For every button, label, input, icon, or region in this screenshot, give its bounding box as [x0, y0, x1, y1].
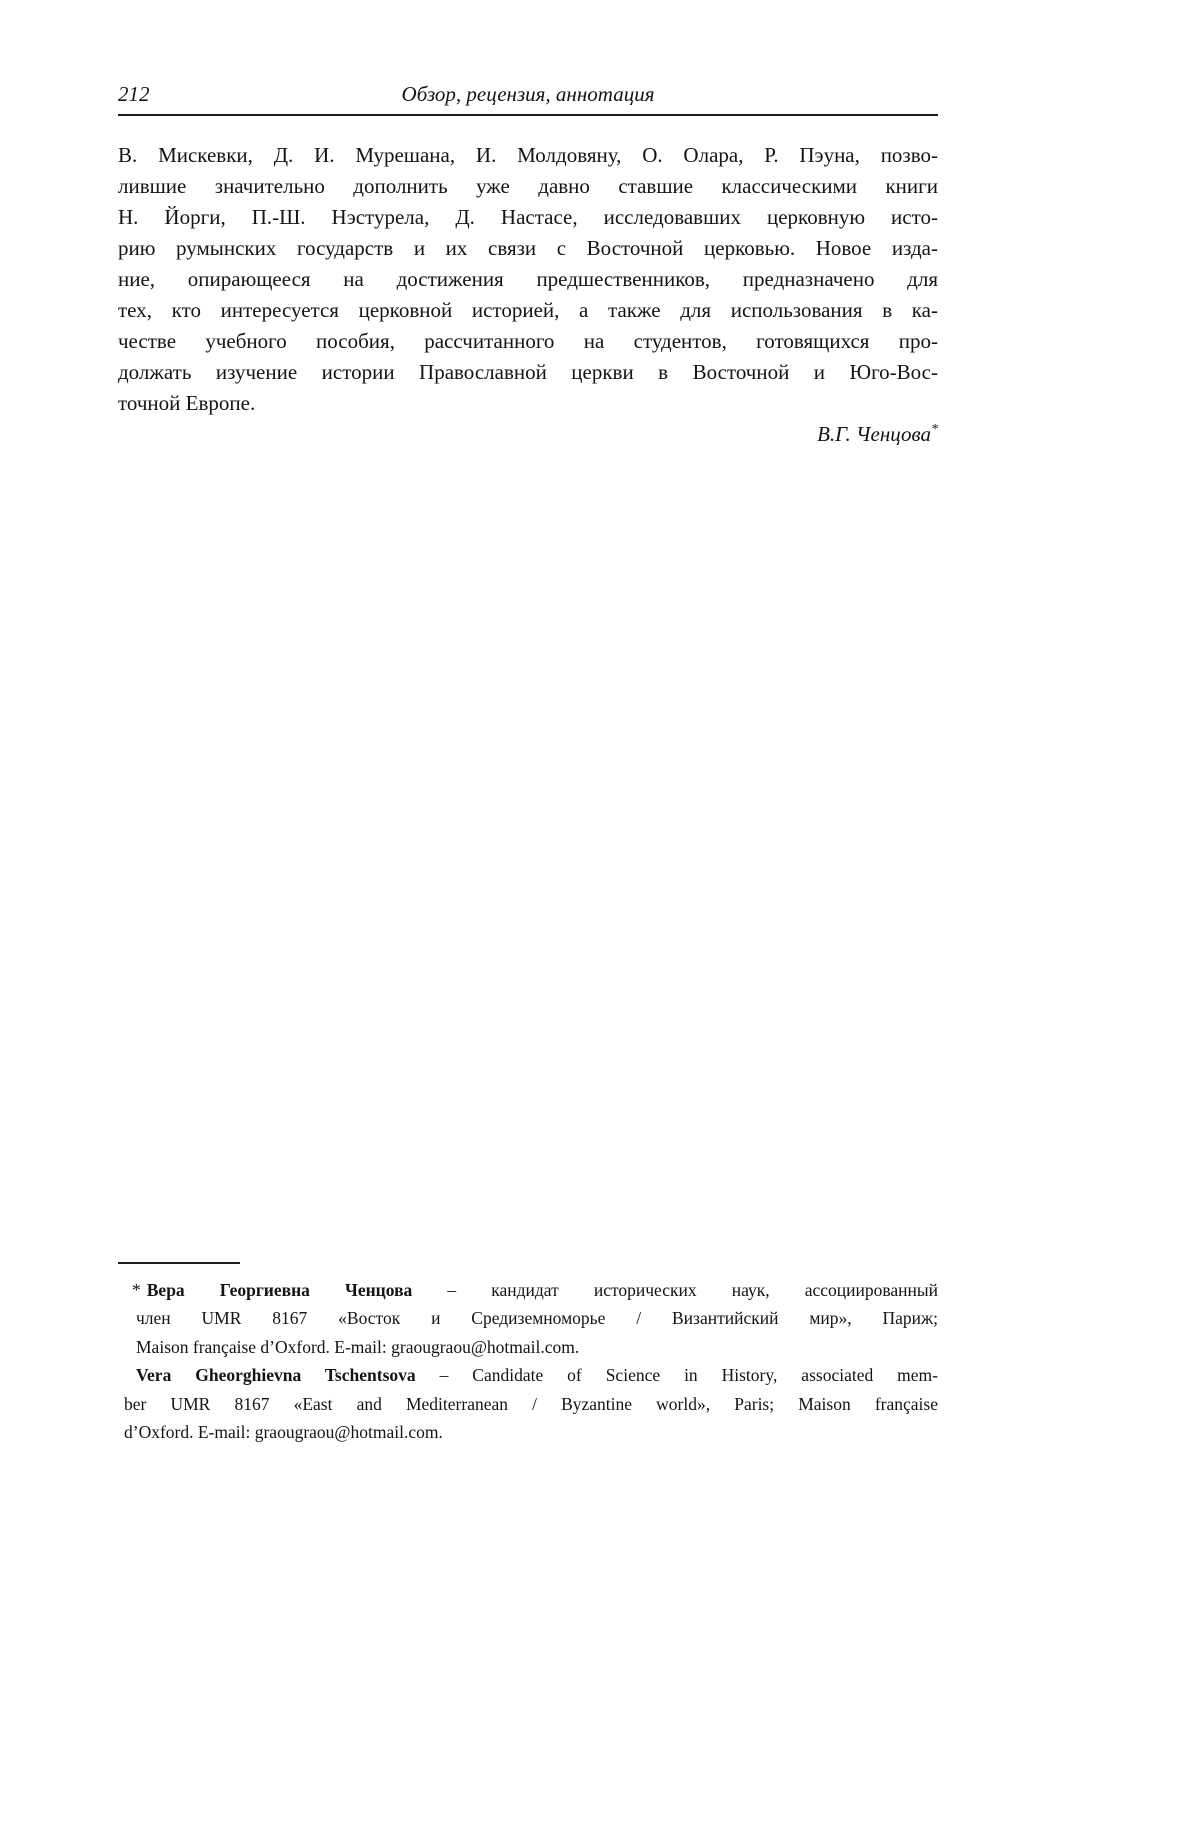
- footnote-text-en-1: – Candidate of Science in History, associated mem-: [415, 1365, 938, 1386]
- body-line: рию румынских государств и их связи с Восточной церковью. Новое изда-: [118, 236, 938, 260]
- footnote-asterisk: *: [132, 1279, 141, 1300]
- page-header: [118, 82, 938, 112]
- footnote-line-ru-2: член UMR 8167 «Восток и Средиземноморье / Византийский мир», Париж;: [136, 1308, 938, 1329]
- body-paragraph: [118, 140, 938, 419]
- footnote-area: [118, 1262, 938, 1447]
- footnote-line-en-2: ber UMR 8167 «East and Mediterranean / Byzantine world», Paris; Maison française: [124, 1393, 938, 1414]
- footnote-author-ru: Вера Георгиевна Ченцова: [146, 1279, 413, 1300]
- body-line: лившие значительно дополнить уже давно ставшие классическими книги: [118, 174, 938, 198]
- footnote-line-ru-3: Maison française d’Oxford. E-mail: graougraou@hotmail.com.: [136, 1336, 580, 1357]
- footnote-marker: *: [931, 422, 938, 437]
- body-line: ние, опирающееся на достижения предшественников, предназначено для: [118, 267, 938, 291]
- body-line: Н. Йорги, П.-Ш. Нэстурела, Д. Настасе, исследовавших церковную исто-: [118, 205, 938, 229]
- footnote-line-ru-1: [118, 1276, 938, 1305]
- footnote-line-en-3: d’Oxford. E-mail: graougraou@hotmail.com.: [124, 1422, 443, 1443]
- header-rule: [118, 114, 938, 116]
- body-line: В. Мискевки, Д. И. Мурешана, И. Молдовяну, О. Олара, Р. Пэуна, позво-: [118, 143, 938, 167]
- body-line: точной Европе.: [118, 391, 256, 415]
- footnote-rule: [118, 1262, 240, 1264]
- running-header-title: Обзор, рецензия, аннотация: [401, 82, 655, 106]
- body-line: честве учебного пособия, рассчитанного на студентов, готовящихся про-: [118, 329, 938, 353]
- page-number: 212: [118, 82, 150, 106]
- footnote-text-ru-1: – кандидат исторических наук, ассоциированный: [412, 1279, 938, 1300]
- footnote-line-en-1: [118, 1361, 938, 1390]
- author-name: В.Г. Ченцова: [817, 422, 931, 446]
- footnote-author-en: Vera Gheorghievna Tschentsova: [136, 1365, 416, 1386]
- body-line: должать изучение истории Православной церкви в Восточной и Юго-Вос-: [118, 360, 938, 384]
- author-signature: [118, 422, 938, 447]
- body-line: тех, кто интересуется церковной историей, а также для использования в ка-: [118, 298, 938, 322]
